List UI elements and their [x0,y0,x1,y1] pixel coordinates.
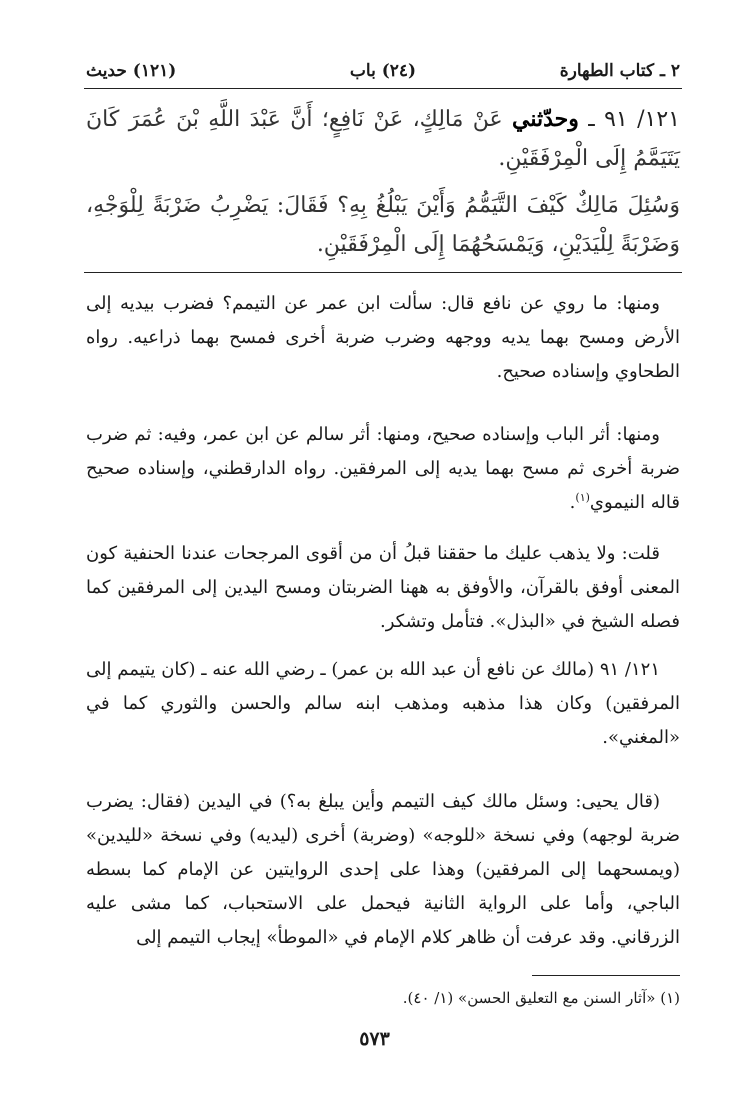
header-divider [84,88,682,89]
commentary-paragraph-3 [86,537,680,639]
footnote-text: «آثار السنن مع التعليق الحسن» (١/ ٤٠). [402,989,656,1007]
hadith-lead-word: وحدّثني [512,106,579,132]
text-commentary-divider [84,272,682,273]
header-book-title: ٢ ـ كتاب الطهارة [559,61,680,81]
commentary-paragraph-5 [86,785,680,955]
page-number: ٥٧٣ [359,1028,390,1050]
header-chapter: (٢٤) باب [349,61,417,81]
commentary-text: ومنها: ما روي عن نافع قال: سألت ابن عمر عن التيمم؟ فضرب بيديه إلى الأرض ومسح بهما يديه ووجهه وضرب ضربة أخرى فمسح بهما ذراعيه. رواه الطحاوي وإسناده صحيح. [86,293,680,382]
hadith-line-1 [86,100,680,178]
commentary-text [86,418,680,520]
commentary-text-body: ومنها: أثر الباب وإسناده صحيح، ومنها: أثر سالم عن ابن عمر، وفيه: ثم ضرب ضربة أخرى ثم مسح بهما يديه إلى المرفقين. رواه الدارقطني، وإسناده صحيح قاله النيموي [86,424,680,513]
hadith-ref-number: ١٢١/ ٩١ ـ [588,107,680,132]
commentary-paragraph-1 [86,287,680,389]
commentary-text: قلت: ولا يذهب عليك ما حققنا قبلُ أن من أقوى المرجحات عندنا الحنفية كون المعنى أوفق بالقرآن، والأوفق به ههنا الضربتان ومسح اليدين إلى المرفقين كما فصله الشيخ في «البذل». فتأمل وتشكر. [86,543,680,632]
footnote-number: (١) [660,989,680,1007]
commentary-paragraph-4 [86,653,680,755]
footnote [86,985,680,1011]
footnote-marker[interactable]: (١) [575,491,590,504]
hadith-text [86,100,680,264]
footnote-divider [532,975,680,976]
commentary-paragraph-2 [86,418,680,520]
sentence-end: . [569,492,576,513]
running-header [86,57,680,87]
commentary-text: ١٢١/ ٩١ (مالك عن نافع أن عبد الله بن عمر) ـ رضي الله عنه ـ (كان يتيمم إلى المرفقين) وكان هذا مذهبه ومذهب ابنه سالم والحسن والثوري كما في «المغني». [86,659,680,748]
hadith-chain-text: عَنْ مَالِكٍ، عَنْ نَافِعٍ؛ أَنَّ عَبْدَ اللَّهِ بْنَ عُمَرَ كَانَ يَتَيَمَّمُ إِلَى الْمِرْفَقَيْنِ. [86,107,680,171]
commentary-text: (قال يحيى: وسئل مالك كيف التيمم وأين يبلغ به؟) في اليدين (فقال: يضرب ضربة لوجهه) وفي نسخة «للوجه» (وضربة) أخرى (ليديه) وفي نسخة «لليدين» (ويمسحهما إلى المرفقين) وهذا على إحدى الروايتين عن الإمام كما بسطه الباجي، وأما على الرواية الثانية فيحمل على الاستحباب، كما مشى عليه الزرقاني. وقد عرفت أن ظاهر كلام الإمام في «الموطأ» إيجاب التيمم إلى [86,791,680,948]
header-hadith-number: (١٢١) حديث [86,61,177,81]
hadith-line-2: وَسُئِلَ مَالِكٌ كَيْفَ التَّيَمُّمُ وَأَيْنَ يَبْلُغُ بِهِ؟ فَقَالَ: يَضْرِبُ ضَرْبَةً لِلْوَجْهِ، وَضَرْبَةً لِلْيَدَيْنِ، وَيَمْسَحُهُمَا إِلَى الْمِرْفَقَيْنِ. [86,193,680,257]
